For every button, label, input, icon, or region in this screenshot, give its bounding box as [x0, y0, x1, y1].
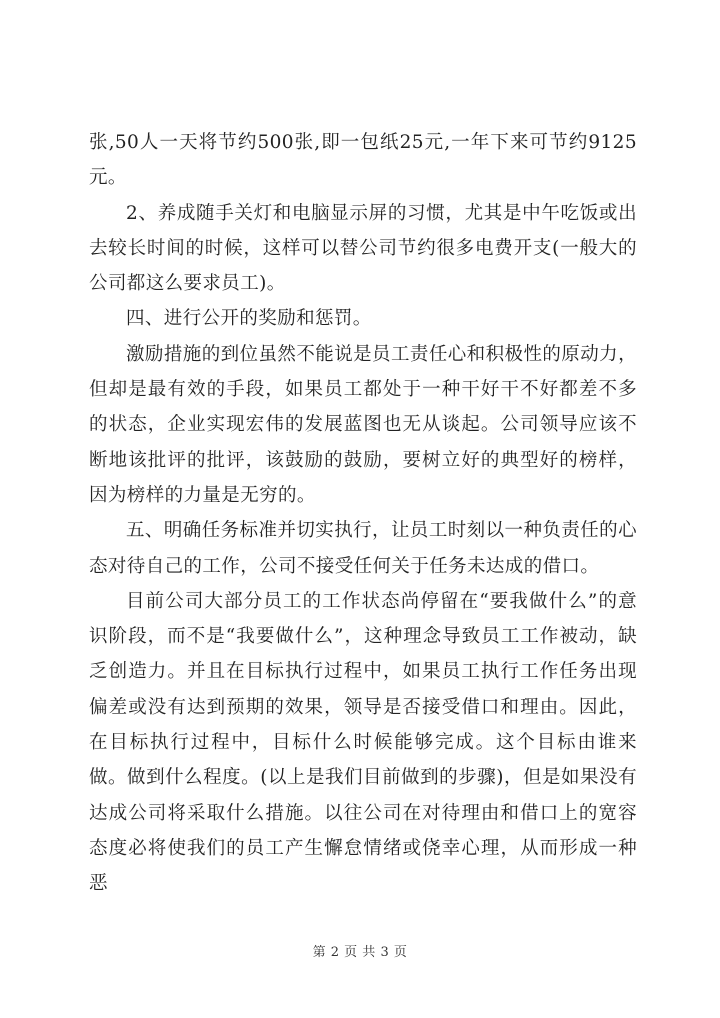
paragraph-6: 目前公司大部分员工的工作状态尚停留在“要我做什么”的意识阶段，而不是“我要做什么”，这种理念导致员工工作被动，缺乏创造力。并且在目标执行过程中，如果员工执行工作任务出现偏差或没有达到预期的效果，领导是否接受借口和理由。因此，在目标执行过程中，目标什么时候能够完成。这个目标由谁来做。做到什么程度。(以上是我们目前做到的步骤)，但是如果没有达成公司将采取什么措施。以往公司在对待理由和借口上的宽容态度必将使我们的员工产生懈怠情绪或侥幸心理，从而形成一种恶 [89, 590, 637, 895]
paragraph-1: 张,50人一天将节约500张,即一包纸25元,一年下来可节约9125元。 [89, 132, 637, 189]
paragraph-4: 激励措施的到位虽然不能说是员工责任心和积极性的原动力，但却是最有效的手段，如果员工都处于一种干好干不好都差不多的状态，企业实现宏伟的发展蓝图也无从谈起。公司领导应该不断地该批评的批评，该鼓励的鼓励，要树立好的典型好的榜样，因为榜样的力量是无穷的。 [89, 343, 637, 506]
paragraph-5: 五、明确任务标准并切实执行，让员工时刻以一种负责任的心态对待自己的工作，公司不接受任何关于任务未达成的借口。 [89, 520, 637, 577]
page-number-footer: 第 2 页 共 3 页 [312, 945, 408, 960]
paragraph-3: 四、进行公开的奖励和惩罚。 [126, 308, 372, 330]
document-body [89, 125, 637, 902]
paragraph-2: 2、养成随手关灯和电脑显示屏的习惯，尤其是中午吃饭或出去较长时间的时候，这样可以替公司节约很多电费开支(一般大的公司都这么要求员工)。 [89, 202, 637, 295]
